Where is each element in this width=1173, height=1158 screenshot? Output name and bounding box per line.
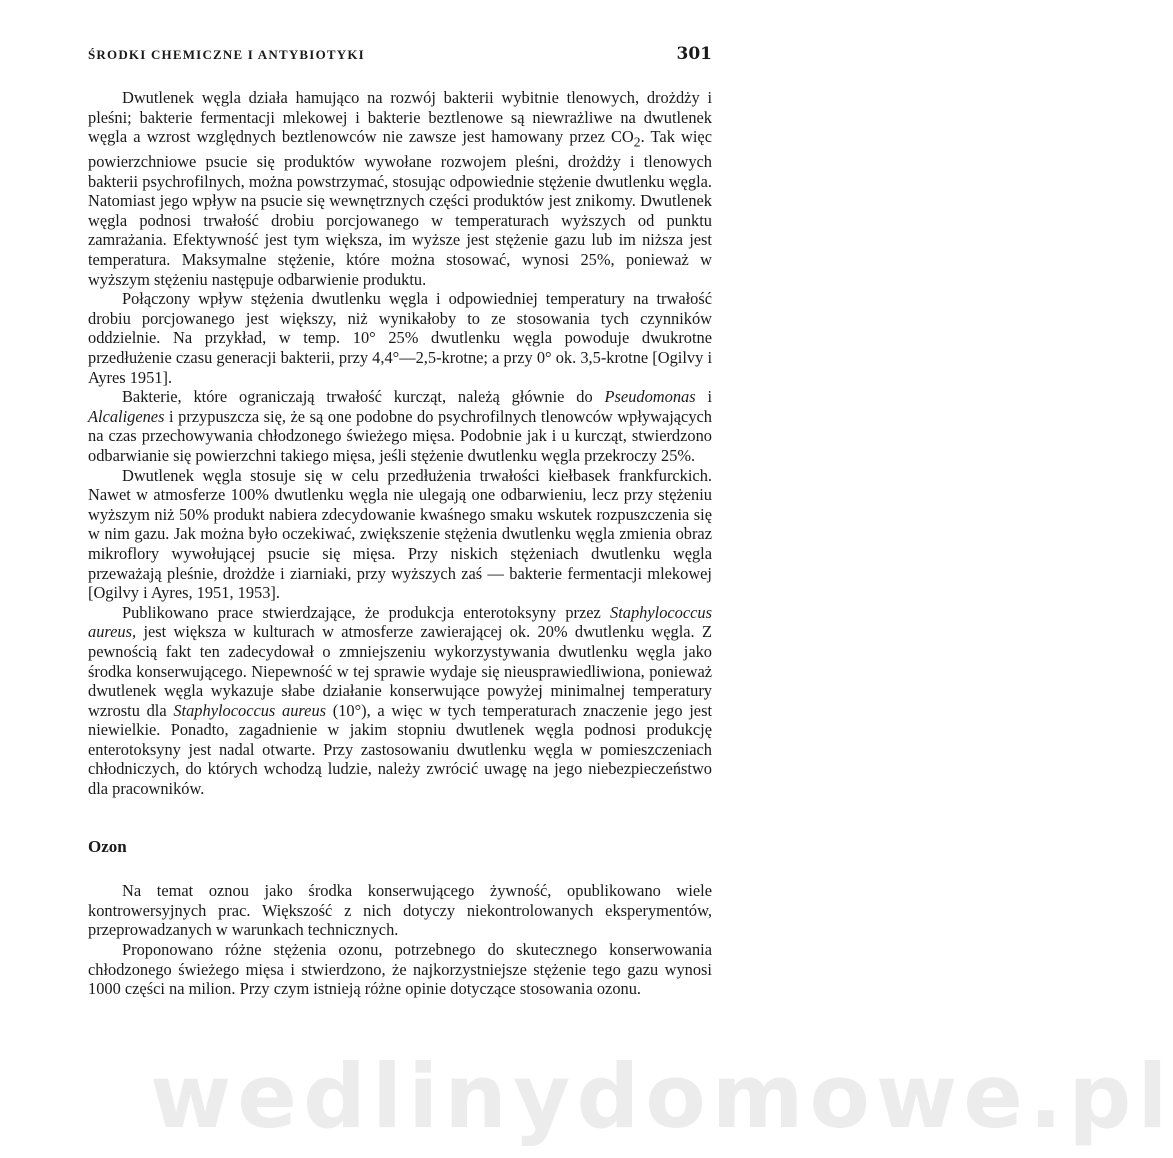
page-number: 301	[676, 44, 712, 64]
page-header	[88, 44, 712, 64]
p5-text-a: Publikowano prace stwierdzające, że produkcja enterotoksyny przez	[122, 602, 611, 622]
species-staphylococcus-1: Staphylococcus aureus,	[88, 602, 712, 642]
paragraph-enterotoxin	[88, 603, 712, 799]
p3-text-a: Bakterie, które ograniczają trwałość kurcząt, należą głównie do	[122, 387, 605, 407]
p5-text-c: (10°), a więc w tych temperaturach znaczenie jego jest niewielkie. Ponadto, zagadnienie w jakim stopniu dwutlenek węgla podnosi produkcję enterotoksyny jest nadal otwarte. Przy zastosowaniu dwutlenku węgla w pomieszczeniach chłodniczych, do których wchodzą ludzie, należy zwrócić uwagę na jego niebezpieczeństwo dla pracowników.	[88, 700, 713, 799]
paragraph-co2-effects	[88, 88, 712, 289]
paragraph-ozon-concentration: Proponowano różne stężenia ozonu, potrzebnego do skutecznego konserwowania chłodzonego świeżego mięsa i stwierdzono, że najkorzystniejsze stężenie tego gazu wynosi 1000 części na milion. Przy czym istnieją różne opinie dotyczące stosowania ozonu.	[88, 940, 712, 999]
section-heading-ozon: Ozon	[88, 836, 127, 856]
p3-text-c: i przypuszcza się, że są one podobne do psychrofilnych tlenowców wpływających na czas przechowywania chłodzonego świeżego mięsa. Podobnie jak i u kurcząt, stwierdzono odbarwianie się powierzchni takiego mięsa, jeśli stężenie dwutlenku węgla przekroczy 25%.	[88, 406, 712, 465]
running-head: ŚRODKI CHEMICZNE I ANTYBIOTYKI	[88, 47, 365, 62]
p3-text-b: i	[695, 387, 712, 407]
p5-text-b: jest większa w kulturach w atmosferze zawierającej ok. 20% dwutlenku węgla. Z pewnością fakt ten zadecydował o zmniejszeniu wykorzystywania dwutlenku węgla jako środka konserwującego. Niepewność w tej sprawie wydaje się nieusprawiedliwiona, ponieważ dwutlenek węgla wykazuje słabe działanie konserwujące powyżej minimalnej temperatury wzrostu dla	[88, 622, 712, 720]
body-text	[88, 88, 712, 999]
watermark: wedlinydomowe.pl	[150, 1045, 1173, 1148]
paragraph-bacteria	[88, 387, 712, 465]
paragraph-ozon-intro: Na temat oznou jako środka konserwującego żywność, opublikowano wiele kontrowersyjnych prac. Większość z nich dotyczy niekontrolowanych eksperymentów, przeprowadzanych w warunkach technicznych.	[88, 881, 712, 940]
species-staphylococcus-2: Staphylococcus aureus	[173, 700, 327, 720]
co2-subscript: 2	[633, 134, 641, 150]
paragraph-combined-effect: Połączony wpływ stężenia dwutlenku węgla i odpowiedniej temperatury na trwałość drobiu porcjowanego jest większy, niż wynikałoby to ze stosowania tych czynników oddzielnie. Na przykład, w temp. 10° 25% dwutlenku węgla powoduje dwukrotne przedłużenie czasu generacji bakterii, przy 4,4°—2,5-krotne; a przy 0° ok. 3,5-krotne [Ogilvy i Ayres 1951].	[88, 289, 712, 387]
genus-alcaligenes: Alcaligenes	[88, 406, 165, 426]
p1-start: Dwutlenek węgla działa hamująco na rozwój bakterii wybitnie tlenowych, drożdży i pleśni; bakterie fermentacji mlekowej i bakterie beztlenowe są niewrażliwe na dwutlenek węgla a wzrost względnych beztlenowców nie zawsze jest hamowany przez CO	[88, 88, 712, 147]
paragraph-frankfurters: Dwutlenek węgla stosuje się w celu przedłużenia trwałości kiełbasek frankfurckich. Nawet w atmosferze 100% dwutlenku węgla nie ulegają one odbarwieniu, lecz przy stężeniu wyższym niż 50% produkt nabiera zdecydowanie kwaśnego smaku wskutek rozpuszczenia się w nim gazu. Jak można było oczekiwać, zwiększenie stężenia dwutlenku węgla zmienia obraz mikroflory wywołującej psucie się mięsa. Przy niskich stężeniach dwutlenku węgla przeważają pleśnie, drożdże i ziarniaki, przy wyższych zaś — bakterie fermentacji mlekowej [Ogilvy i Ayres, 1951, 1953].	[88, 465, 712, 603]
genus-pseudomonas: Pseudomonas	[604, 387, 696, 407]
p1-rest: . Tak więc powierzchniowe psucie się produktów wywołane rozwojem pleśni, drożdży i tlenowych bakterii psychrofilnych, można powstrzymać, stosując odpowiednie stężenie dwutlenku węgla. Natomiast jego wpływ na psucie się wewnętrznych części produktów jest znikomy. Dwutlenek węgla podnosi trwałość drobiu porcjowanego w temperaturach wyższych od punktu zamrażania. Efektywność jest tym większa, im wyższe jest stężenie gazu lub im niższa jest temperatura. Maksymalne stężenie, które można stosować, wynosi 25%, ponieważ w wyższym stężeniu następuje odbarwienie produktu.	[88, 127, 712, 289]
